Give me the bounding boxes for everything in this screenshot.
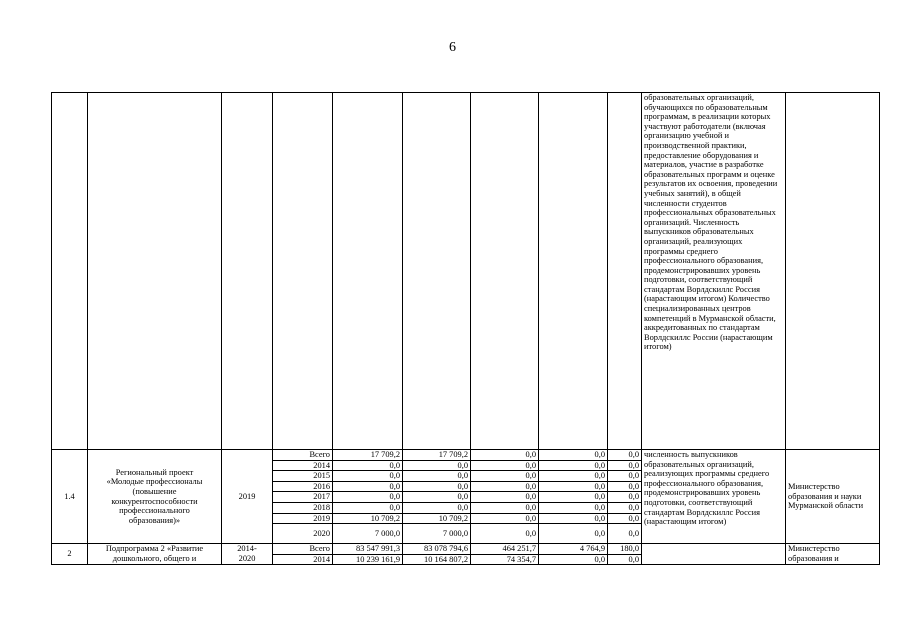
cell-number [52, 93, 88, 450]
value-cell: 7 000,0 [333, 524, 403, 544]
value-cell: 0,0 [333, 481, 403, 492]
section-indicator [642, 544, 786, 565]
value-cell: 0,0 [471, 492, 539, 503]
value-cell: 180,0 [608, 544, 642, 555]
value-cell: 0,0 [471, 481, 539, 492]
value-cell: 0,0 [539, 471, 608, 482]
cell-name [88, 93, 222, 450]
table-row [52, 450, 880, 461]
value-cell: 17 709,2 [333, 450, 403, 461]
value-cell: 0,0 [539, 481, 608, 492]
value-cell: 10 239 161,9 [333, 554, 403, 565]
year-cell: Всего [273, 450, 333, 461]
value-cell: 17 709,2 [403, 450, 471, 461]
section-executor: Министерство образования и [786, 544, 880, 565]
cell-total [333, 93, 403, 450]
year-cell: 2016 [273, 481, 333, 492]
cell-local [539, 93, 608, 450]
section-executor: Министерство образования и науки Мурманской области [786, 450, 880, 544]
cell-executor [786, 93, 880, 450]
table-row [52, 544, 880, 555]
value-cell: 0,0 [471, 513, 539, 524]
value-cell: 0,0 [471, 460, 539, 471]
year-cell: 2014 [273, 460, 333, 471]
value-cell: 464 251,7 [471, 544, 539, 555]
value-cell: 0,0 [608, 460, 642, 471]
value-cell: 0,0 [333, 460, 403, 471]
value-cell: 0,0 [539, 513, 608, 524]
value-cell: 0,0 [471, 524, 539, 544]
value-cell: 0,0 [539, 492, 608, 503]
value-cell: 0,0 [608, 502, 642, 513]
year-cell: 2014 [273, 554, 333, 565]
section-indicator: численность выпускников образовательных организаций, реализующих программы среднего профессионального образования, продемонстрировавших уровень подготовки, соответствующий стандартам Ворлдскиллс Россия (нарастающим итогом) [642, 450, 786, 544]
value-cell: 0,0 [539, 460, 608, 471]
cell-period [222, 93, 273, 450]
value-cell: 0,0 [608, 450, 642, 461]
value-cell: 10 709,2 [333, 513, 403, 524]
value-cell: 0,0 [403, 502, 471, 513]
page-number: 6 [449, 40, 456, 55]
continuation-indicator-text: образовательных организаций, обучающихся по образовательным программам, в реализации которых участвуют работодатели (включая организацию учебной и производственной практики, предоставление оборудования и материалов, участие в разработке образовательных программ и оценке результатов их освоения, проведении учебных занятий), в общей численности студентов профессиональных образовательных организаций. Численность выпускников образовательных организаций, реализующих программы среднего профессионального образования, продемонстрировавших уровень подготовки, соответствующий стандартам Ворлдскиллс Россия (нарастающим итогом) Количество специализированных центров компетенций в Мурманской области, аккредитованных по стандартам Ворлдскиллс России (нарастающим итогом) [642, 93, 786, 450]
section-name: Подпрограмма 2 «Развитие дошкольного, общего и [88, 544, 222, 565]
value-cell: 0,0 [608, 471, 642, 482]
value-cell: 0,0 [403, 481, 471, 492]
value-cell: 0,0 [608, 513, 642, 524]
value-cell: 0,0 [471, 502, 539, 513]
value-cell: 0,0 [403, 492, 471, 503]
value-cell: 0,0 [333, 502, 403, 513]
program-table [51, 92, 880, 565]
year-cell: 2017 [273, 492, 333, 503]
value-cell: 83 547 991,3 [333, 544, 403, 555]
value-cell: 0,0 [471, 450, 539, 461]
value-cell: 83 078 794,6 [403, 544, 471, 555]
cell-regional [403, 93, 471, 450]
value-cell: 0,0 [333, 471, 403, 482]
value-cell: 0,0 [333, 492, 403, 503]
year-cell: Всего [273, 544, 333, 555]
section-period: 2019 [222, 450, 273, 544]
value-cell: 74 354,7 [471, 554, 539, 565]
value-cell: 0,0 [608, 492, 642, 503]
cell-other [608, 93, 642, 450]
value-cell: 0,0 [539, 450, 608, 461]
value-cell: 0,0 [608, 481, 642, 492]
cell-federal [471, 93, 539, 450]
value-cell: 0,0 [608, 524, 642, 544]
year-cell: 2020 [273, 524, 333, 544]
value-cell: 4 764,9 [539, 544, 608, 555]
section-name: Региональный проект «Молодые профессионалы (повышение конкурентоспособности профессионального образования)» [88, 450, 222, 544]
year-cell: 2019 [273, 513, 333, 524]
value-cell: 0,0 [608, 554, 642, 565]
section-number: 2 [52, 544, 88, 565]
value-cell: 0,0 [403, 460, 471, 471]
continuation-row [52, 93, 880, 450]
value-cell: 0,0 [471, 471, 539, 482]
section-period: 2014-2020 [222, 544, 273, 565]
year-cell: 2015 [273, 471, 333, 482]
cell-year [273, 93, 333, 450]
value-cell: 0,0 [539, 502, 608, 513]
value-cell: 0,0 [539, 554, 608, 565]
value-cell: 0,0 [403, 471, 471, 482]
value-cell: 7 000,0 [403, 524, 471, 544]
section-number: 1.4 [52, 450, 88, 544]
value-cell: 10 164 807,2 [403, 554, 471, 565]
value-cell: 0,0 [539, 524, 608, 544]
value-cell: 10 709,2 [403, 513, 471, 524]
year-cell: 2018 [273, 502, 333, 513]
